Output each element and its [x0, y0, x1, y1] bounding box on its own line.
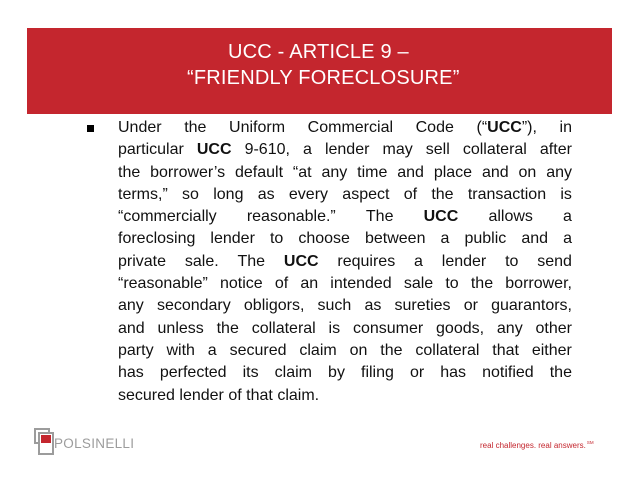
paragraph-word: UCC — [423, 208, 459, 226]
paragraph-word: the — [184, 119, 207, 136]
paragraph-word: reasonable.” — [246, 208, 336, 226]
paragraph-word: may — [382, 141, 413, 159]
paragraph-word: long — [213, 185, 244, 203]
paragraph-word: foreclosing — [118, 230, 196, 248]
paragraph-word: is — [328, 319, 341, 337]
paragraph-word: a — [303, 141, 312, 159]
paragraph-line — [118, 273, 572, 295]
polsinelli-logo — [34, 428, 140, 456]
paragraph-word: or — [409, 364, 425, 382]
paragraph-line — [118, 206, 572, 228]
paragraph-word: particular — [118, 141, 184, 159]
paragraph-word: collateral — [251, 319, 316, 337]
paragraph-word: that — [246, 386, 273, 404]
paragraph-word: other — [535, 319, 572, 337]
logo-wordmark: POLSINELLI — [54, 436, 135, 451]
paragraph-word: perfected — [159, 364, 227, 382]
paragraph-word: UCC — [283, 252, 319, 270]
paragraph-word: in — [559, 119, 572, 136]
paragraph-word: Code — [415, 119, 454, 136]
paragraph-word: secured — [229, 341, 287, 359]
paragraph-word: “reasonable” — [118, 275, 208, 293]
paragraph-word: lender — [179, 386, 224, 404]
paragraph-word: that — [492, 341, 519, 359]
paragraph-word: secured — [118, 386, 175, 404]
paragraph-word: collateral — [462, 141, 527, 159]
paragraph-word: time — [357, 163, 388, 181]
paragraph-word: its — [242, 364, 259, 382]
paragraph-word: is — [560, 185, 572, 203]
paragraph-line — [118, 251, 572, 273]
paragraph-word: of — [274, 275, 289, 293]
paragraph-word: obligors, — [243, 297, 305, 315]
paragraph-word: such — [317, 297, 352, 315]
paragraph-word: allows — [488, 208, 533, 226]
paragraph-word: every — [288, 185, 329, 203]
paragraph-word: has — [440, 364, 467, 382]
paragraph-word: claim — [299, 341, 337, 359]
paragraph-line — [118, 318, 572, 340]
paragraph-word: filing — [361, 364, 394, 382]
paragraph-word: claim — [274, 364, 312, 382]
paragraph-word: notified — [482, 364, 534, 382]
paragraph-word: choose — [298, 230, 350, 248]
paragraph-word: intended — [330, 275, 392, 293]
paragraph-word: a — [563, 230, 572, 248]
paragraph-word: so — [182, 185, 199, 203]
paragraph-word: as — [364, 297, 382, 315]
paragraph-word: transaction — [467, 185, 547, 203]
paragraph-word: on — [349, 341, 368, 359]
paragraph-word: any — [496, 319, 523, 337]
paragraph-word: sureties — [394, 297, 451, 315]
paragraph-word: the — [470, 275, 494, 293]
paragraph-word: private — [118, 252, 167, 270]
paragraph-word: unless — [157, 319, 204, 337]
paragraph-word: Commercial — [307, 119, 394, 136]
slide-title-line-1: UCC - ARTICLE 9 – — [228, 41, 409, 63]
paragraph-word: any — [321, 163, 348, 181]
paragraph-word: public — [464, 230, 507, 248]
paragraph-word: Uniform — [229, 119, 286, 136]
paragraph-line — [118, 117, 572, 139]
paragraph-word: of — [228, 386, 242, 404]
paragraph-word: a — [414, 252, 423, 270]
paragraph-word: collateral — [415, 341, 480, 359]
paragraph-line — [118, 340, 572, 362]
paragraph-word: The — [365, 208, 394, 226]
paragraph-line — [118, 162, 572, 184]
paragraph-word: and — [118, 319, 145, 337]
paragraph-word: lender — [441, 252, 487, 270]
tagline-text: real challenges. real answers. — [480, 441, 586, 450]
paragraph-line — [118, 228, 572, 250]
paragraph-word: any — [546, 163, 572, 181]
paragraph-word: lender — [324, 141, 370, 159]
paragraph-word: aspect — [342, 185, 390, 203]
paragraph-word: of — [403, 185, 418, 203]
paragraph-word: an — [300, 275, 319, 293]
paragraph-word: UCC — [196, 141, 232, 159]
paragraph-word: on — [518, 163, 537, 181]
paragraph-word: borrower, — [505, 275, 572, 293]
paragraph-word: consumer — [352, 319, 424, 337]
paragraph-word: a — [563, 208, 572, 226]
paragraph-word: notice — [219, 275, 263, 293]
paragraph-word: by — [328, 364, 345, 382]
paragraph-word: between — [364, 230, 426, 248]
paragraph-word: terms,” — [118, 185, 168, 203]
footer-tagline — [480, 440, 594, 450]
paragraph-word: the — [118, 163, 141, 181]
paragraph-word: default — [235, 163, 284, 181]
paragraph-word: after — [539, 141, 572, 159]
paragraph-line — [118, 385, 572, 407]
service-mark: SM — [586, 440, 594, 445]
paragraph-word: guarantors, — [491, 297, 572, 315]
paragraph-word: secondary — [156, 297, 231, 315]
slide-title-line-2: “FRIENDLY FORECLOSURE” — [187, 67, 460, 89]
paragraph-word: claim. — [277, 386, 320, 404]
paragraph-word: (“UCC”), — [476, 119, 537, 136]
paragraph-word: sell — [425, 141, 450, 159]
paragraph-word: to — [505, 252, 519, 270]
paragraph-word: borrower’s — [150, 163, 226, 181]
paragraph-word: sale. — [184, 252, 219, 270]
square-bullet-icon — [87, 125, 94, 132]
paragraph-word: to — [269, 230, 284, 248]
paragraph-word: the — [431, 185, 454, 203]
paragraph-word: a — [440, 230, 450, 248]
paragraph-word: the — [216, 319, 239, 337]
paragraph-word: to — [445, 275, 459, 293]
paragraph-word: the — [380, 341, 403, 359]
paragraph-word: place — [433, 163, 473, 181]
paragraph-line — [118, 139, 572, 161]
paragraph-word: the — [549, 364, 572, 382]
paragraph-word: and — [481, 163, 509, 181]
paragraph-word: or — [463, 297, 478, 315]
paragraph-word: send — [537, 252, 572, 270]
paragraph-word: has — [118, 364, 144, 382]
paragraph-word: with — [166, 341, 195, 359]
paragraph-word: 9-610, — [244, 141, 290, 159]
paragraph-word: “at — [292, 163, 312, 181]
paragraph-word: and — [397, 163, 424, 181]
paragraph-word: lender — [210, 230, 255, 248]
paragraph-word: as — [257, 185, 275, 203]
paragraph-word: Under — [118, 119, 162, 136]
paragraph-line — [118, 184, 572, 206]
paragraph-word: either — [531, 341, 572, 359]
paragraph-line — [118, 295, 572, 317]
paragraph-word: “commercially — [118, 208, 217, 226]
paragraph-word: requires — [337, 252, 396, 270]
paragraph-word: and — [521, 230, 549, 248]
paragraph-word: party — [118, 341, 154, 359]
paragraph-line — [118, 362, 572, 384]
bullet-paragraph — [118, 117, 572, 407]
paragraph-word: a — [207, 341, 217, 359]
paragraph-word: The — [237, 252, 266, 270]
paragraph-word: any — [118, 297, 144, 315]
paragraph-word: sale — [403, 275, 434, 293]
paragraph-word: goods, — [436, 319, 485, 337]
